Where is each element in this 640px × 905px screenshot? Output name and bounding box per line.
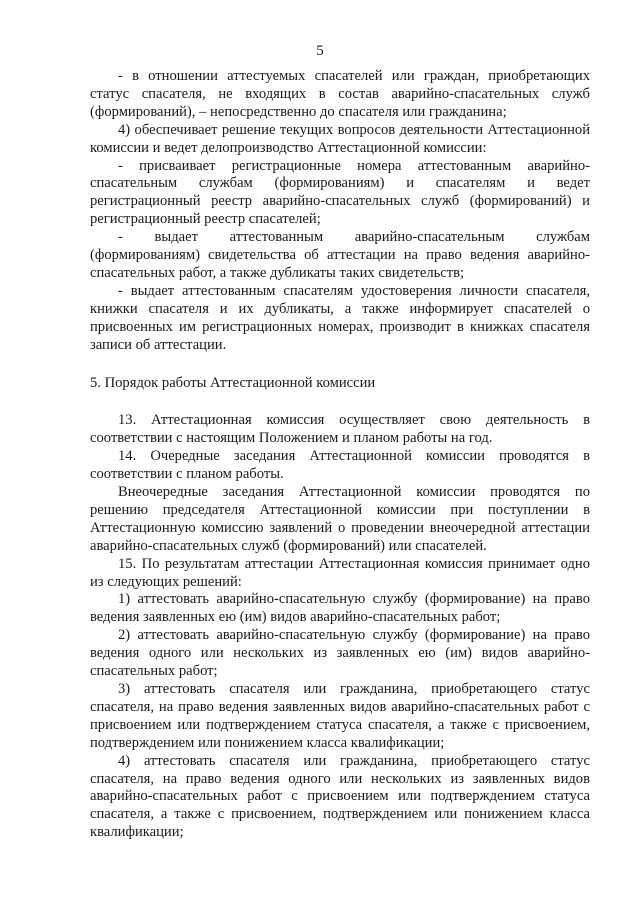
paragraph: - в отношении аттестуемых спасателей или граждан, приобретающих статус спасателя, не входящих в состав аварийно-спасательных служб (формирований), – непосредственно до спасателя или гражданина; (90, 68, 590, 120)
page-number: 5 (316, 43, 324, 59)
paragraph: - выдает аттестованным спасателям удостоверения личности спасателя, книжки спасателя и их дубликаты, а также информирует спасателей о присвоенных им регистрационных номерах, производит в книжках спасателя записи об аттестации. (90, 282, 590, 353)
paragraph: 14. Очередные заседания Аттестационной комиссии проводятся в соответствии с планом работы. (90, 448, 590, 483)
paragraph: - выдает аттестованным аварийно-спасательным службам (формированиям) свидетельства об аттестации на право ведения аварийно-спасательных работ, а также дубликаты таких свидетельств; (90, 229, 590, 281)
section-heading: 5. Порядок работы Аттестационной комиссии (90, 374, 376, 391)
document-body (90, 68, 590, 842)
paragraph: 13. Аттестационная комиссия осуществляет свою деятельность в соответствии с настоящим Положением и планом работы на год. (90, 412, 590, 447)
paragraph: 4) аттестовать спасателя или гражданина, приобретающего статус спасателя, на право ведения одного или нескольких из заявленных видов аварийно-спасательных работ с присвоением или подтверждением статуса спасателя, а также с присвоением, подтверждением или понижением класса квалификации; (90, 752, 590, 841)
paragraph: 4) обеспечивает решение текущих вопросов деятельности Аттестационной комиссии и ведет делопроизводство Аттестационной комиссии: (90, 121, 590, 156)
paragraph: - присваивает регистрационные номера аттестованным аварийно-спасательным службам (формированиям) и спасателям и ведет регистрационный реестр аварийно-спасательных служб (формирований) и регистрационный реестр спасателей; (90, 157, 590, 228)
paragraph: 15. По результатам аттестации Аттестационная комиссия принимает одно из следующих решений: (90, 555, 590, 590)
paragraph: 3) аттестовать спасателя или гражданина, приобретающего статус спасателя, на право ведения заявленных видов аварийно-спасательных работ с присвоением или подтверждением статуса спасателя, а также с присвоением, подтверждением или понижением класса квалификации; (90, 681, 590, 751)
paragraph: 2) аттестовать аварийно-спасательную службу (формирование) на право ведения одного или нескольких из заявленных ею (им) видов аварийно-спасательных работ; (90, 627, 590, 680)
paragraph: Внеочередные заседания Аттестационной комиссии проводятся по решению председателя Аттестационной комиссии при поступлении в Аттестационную комиссию заявлений о проведении внеочередной аттестации аварийно-спасательных служб (формирований) или спасателей. (90, 484, 590, 554)
paragraph: 1) аттестовать аварийно-спасательную службу (формирование) на право ведения заявленных ею (им) видов аварийно-спасательных работ; (90, 591, 590, 626)
